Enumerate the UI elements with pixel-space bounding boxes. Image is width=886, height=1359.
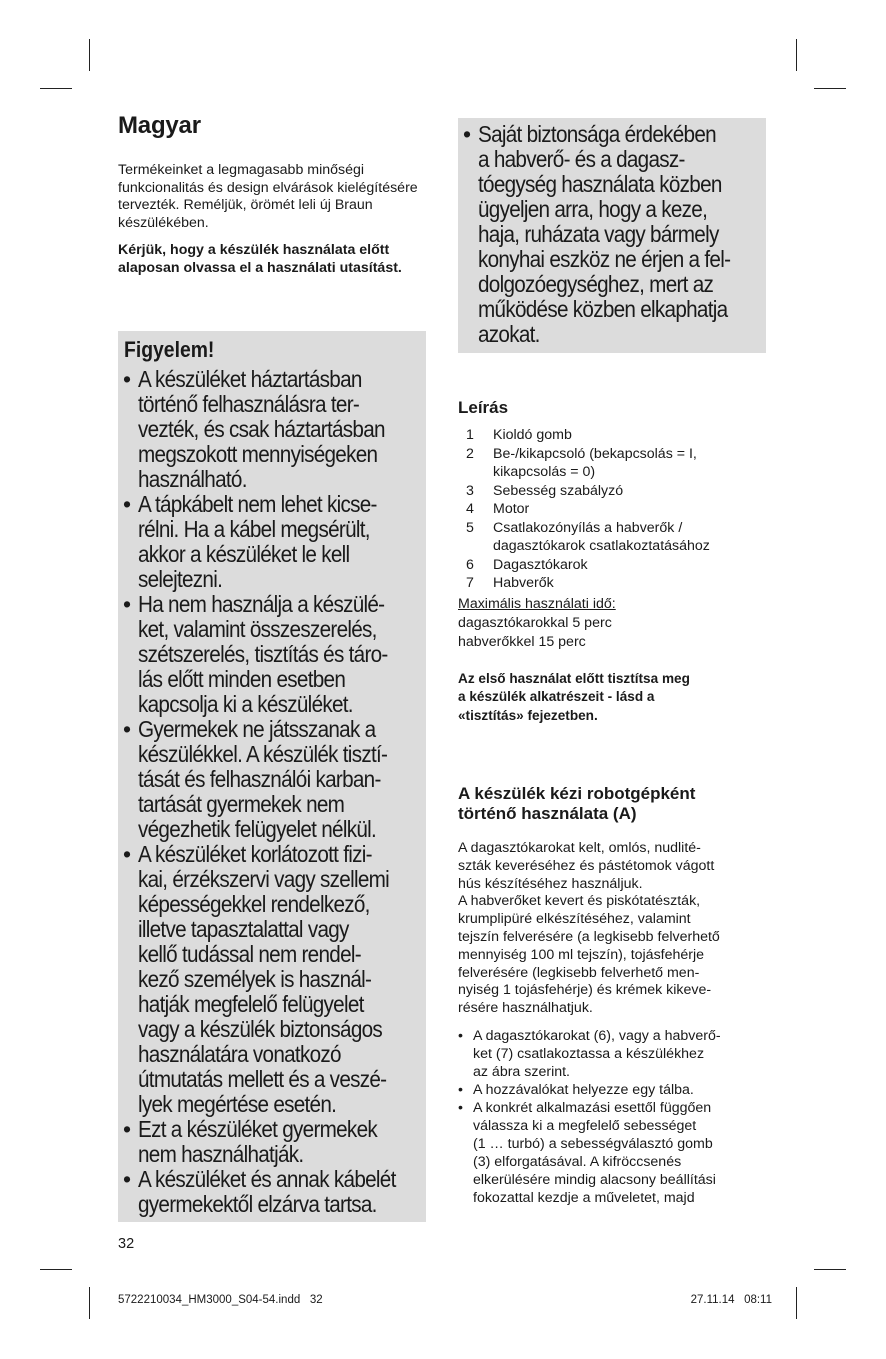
crop-mark [40, 1269, 72, 1270]
usage-heading: A készülék kézi robotgépként történő használata (A) [458, 784, 696, 823]
part-item: 2 Be-/kikapcsoló (bekapcsolás = I, kikapcsolás = 0) [466, 445, 697, 480]
usage-section [458, 784, 766, 1207]
footer-file: 5722210034_HM3000_S04-54.indd 32 [118, 1294, 323, 1306]
max-time-label: Maximális használati idő: [458, 595, 616, 612]
bullet-icon: • [123, 716, 131, 742]
warning-item: • A készüléket korlátozott fizi- kai, érzékszervi vagy szellemi képességekkel rendelkező, illetve tapasztalattal vagy kellő tudással nem rendel- kező személyek is használ- hatják megfelelő felügyelet vagy a készülék biztonságos használatára vonatkozó útmutatás mellett és a veszé- lyek megértése esetén. [123, 841, 390, 1117]
usage-steps [458, 1027, 766, 1207]
usage-step: • A hozzávalókat helyezze egy tálba. [458, 1081, 694, 1098]
bullet-icon: • [458, 1027, 463, 1044]
crop-mark [796, 1287, 797, 1319]
description-section [458, 398, 766, 725]
safety-item: • Saját biztonsága érdekében a habverő- és a dagasz- tóegység használata közben ügyeljen arra, hogy a keze, haja, ruházata vagy bármely konyhai eszköz ne érjen a fel- dolgozóegységhez, mert az működése közben elkaphatja azokat. [463, 121, 731, 347]
language-heading: Magyar [118, 112, 201, 139]
warning-list [118, 367, 426, 1217]
max-time-whisks: habverőkkel 15 perc [458, 633, 586, 650]
bullet-icon: • [123, 1116, 131, 1142]
crop-mark [89, 39, 90, 71]
footer-datetime: 27.11.14 08:11 [690, 1294, 772, 1306]
crop-mark [89, 1287, 90, 1319]
bullet-icon: • [123, 1166, 131, 1192]
warning-item: • Ha nem használja a készülé- ket, valamint összeszerelés, szétszerelés, tisztítás és táro- lás előtt minden esetben kapcsolja ki a készüléket. [123, 591, 388, 717]
page-number: 32 [118, 1236, 135, 1252]
part-item: 6 Dagasztókarok [466, 556, 588, 573]
left-column [118, 112, 428, 277]
crop-mark [814, 88, 846, 89]
intro-text: Termékeinket a legmagasabb minőségi funkcionalitás és design elvárások kielégítésére tervezték. Reméljük, örömét leli új Braun készülékében. [118, 162, 418, 231]
usage-step: • A dagasztókarokat (6), vagy a habverő- ket (7) csatlakoztassa a készülékhez az ábra szerint. [458, 1027, 721, 1080]
usage-paragraph: A dagasztókarokat kelt, omlós, nudlité- szták keveréséhez és pástétomok vágott hús készítéséhez használjuk. A habverőket kevert és piskótatészták, krumplipüré elkészítéséhez, valamint tejszín felverésére (a legkisebb felverhető mennyiség 100 ml tejszín), tojásfehérje felverésére (legkisebb felverhető men- nyiség 1 tojásfehérje) és krémek kikeve- résére használhatjuk. [458, 840, 720, 1017]
bullet-icon: • [123, 366, 131, 392]
part-item: 5 Csatlakozónyílás a habverők / dagasztókarok csatlakoztatásához [466, 519, 710, 554]
intro-bold-text: Kérjük, hogy a készülék használata előtt alaposan olvassa el a használati utasítást. [118, 242, 402, 276]
max-time-kneading: dagasztókarokkal 5 perc [458, 614, 612, 631]
warning-box [118, 331, 426, 1222]
bullet-icon: • [458, 1081, 463, 1098]
bullet-icon: • [123, 491, 131, 517]
parts-list [458, 426, 766, 593]
safety-list [458, 122, 766, 347]
warning-item: • A készüléket háztartásban történő felhasználásra ter- vezték, és csak háztartásban megszokott mennyiségeken használható. [123, 366, 385, 492]
crop-mark [796, 39, 797, 71]
warning-item: • A készüléket és annak kábelét gyermekektől elzárva tartsa. [123, 1166, 396, 1217]
description-heading: Leírás [458, 398, 509, 417]
bullet-icon: • [123, 841, 131, 867]
bullet-icon: • [123, 591, 131, 617]
part-item: 3 Sebesség szabályzó [466, 482, 624, 499]
usage-step: • A konkrét alkalmazási esettől függően válassza ki a megfelelő sebességet (1 … turbó) a sebességválasztó gomb (3) elforgatásával. A kifröccsenés elkerülésére mindig alacsony beállítási fokozattal kezdje a műveletet, majd [458, 1099, 716, 1206]
safety-box [458, 118, 766, 353]
crop-mark [40, 88, 72, 89]
part-item: 7 Habverők [466, 575, 554, 591]
crop-mark [814, 1269, 846, 1270]
warning-item: • Gyermekek ne játsszanak a készülékkel. A készülék tisztí- tását és felhasználói karban- tartását gyermekek nem végezhetik felügyelet nélkül. [123, 716, 388, 842]
warning-item: • Ezt a készüléket gyermekek nem használhatják. [123, 1116, 377, 1167]
first-use-note: Az első használat előtt tisztítsa meg a készülék alkatrészeit - lásd a «tisztítás» fejezetben. [458, 670, 690, 723]
warning-item: • A tápkábelt nem lehet kicse- rélni. Ha a kábel megsérült, akkor a készüléket le kell selejtezni. [123, 491, 377, 592]
bullet-icon: • [458, 1099, 463, 1116]
bullet-icon: • [463, 121, 471, 147]
warning-title: Figyelem! [124, 337, 215, 362]
part-item: 1 Kioldó gomb [466, 427, 572, 443]
part-item: 4 Motor [466, 501, 530, 517]
